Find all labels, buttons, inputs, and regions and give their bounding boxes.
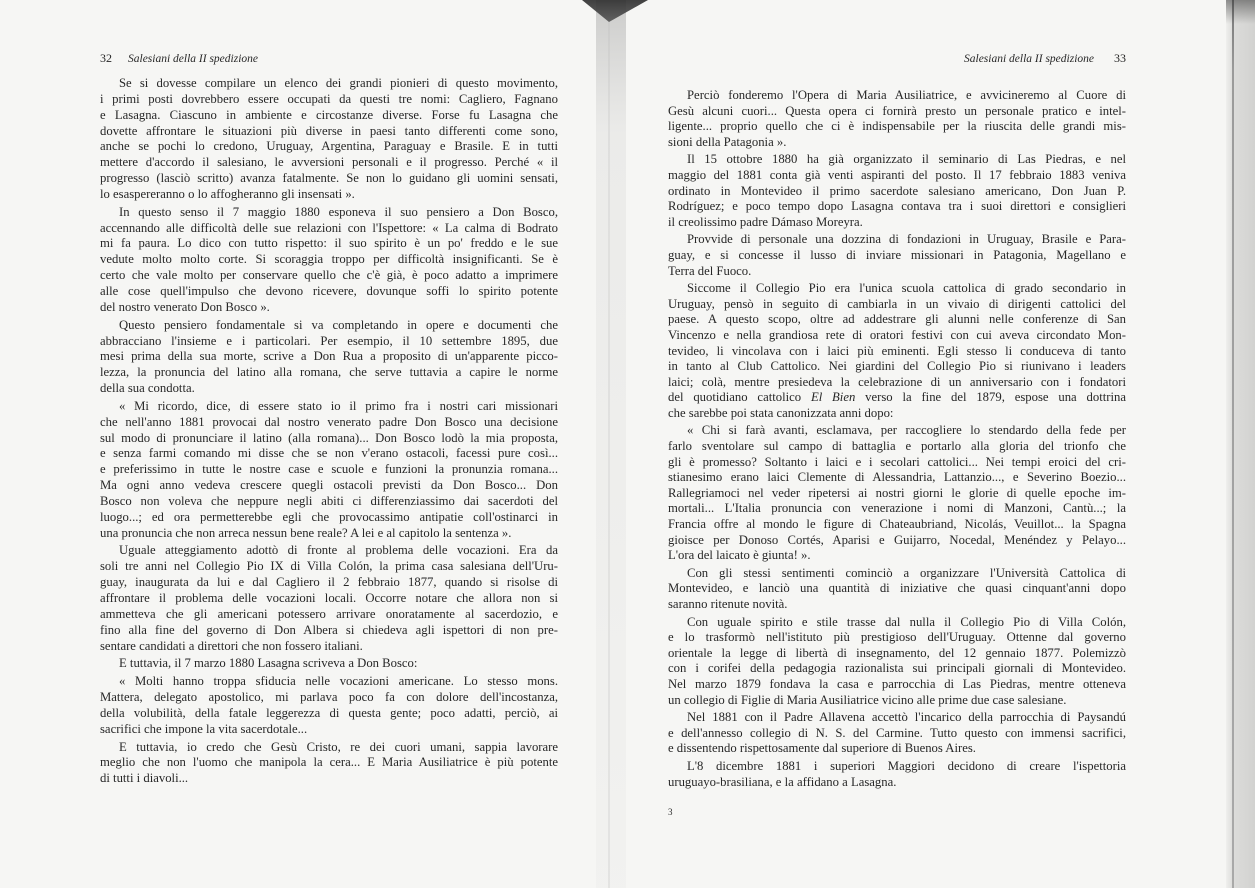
text-line: saranno ritenute novità. xyxy=(668,597,788,611)
paragraph xyxy=(100,399,558,542)
page-header xyxy=(100,51,558,65)
paragraph xyxy=(100,205,558,316)
text-line: Ma ogni anno vedeva crescere quegli ostacoli previsti da Don Bosco... Don xyxy=(100,478,558,493)
text-line: fino alla fine del governo di Don Albera si chiedeva agli ispettori di non pre- xyxy=(100,622,558,637)
text-line: stianesimo erano laici Clemente di Alessandria, Lattanzio..., e Severino Boezio... xyxy=(668,470,1126,485)
left-page xyxy=(100,0,558,888)
text-line: e preferissimo in tutte le nostre case e scuole e funzioni la pronunzia romana... xyxy=(100,462,558,477)
paragraph xyxy=(668,759,1126,790)
text-line: di tutti i diavoli... xyxy=(100,771,189,786)
text-line: Perciò fonderemo l'Opera di Maria Ausiliatrice, e avvicineremo al Cuore di xyxy=(687,88,1126,102)
paragraph xyxy=(668,566,1126,613)
paragraph xyxy=(100,76,558,203)
text-line: mortali... L'Italia pronuncia con venerazione i nomi di Manzoni, Cantù...; la xyxy=(668,501,1126,516)
text-line: i primi posti dovrebbero essere occupati da questi tre nomi: Cagliero, Fagnano xyxy=(100,91,558,106)
text-line: progresso (lasciò scritto) avanza fatalmente. Se non lo guidano gli uomini sensati, xyxy=(100,171,558,186)
text-line: gioisce per Donoso Cortés, Aparisi e Guijarro, Nocedal, Menéndez y Pelayo... xyxy=(668,532,1126,547)
signature-mark: 3 xyxy=(668,807,673,817)
text-line: e dell'annesso collegio di N. S. del Carmine. Tutto questo con immensi sacrifici, xyxy=(668,725,1126,740)
text-line: lezza, la pronuncia del latino alla romana, che serve tuttavia a capire le norme xyxy=(100,365,558,380)
text-line: Montevideo, e lanciò una quantità di iniziative che quasi cinquant'anni dopo xyxy=(668,581,1126,596)
text-line: certo che vale molto per conservare quello che c'è già, è poco adatto a imprimere xyxy=(100,268,558,283)
page-body xyxy=(100,76,558,789)
text-line: ammetteva che gli americani potessero arrivare onoratamente al sacerdozio, e xyxy=(100,606,558,621)
text-line: e Lasagna. Ciascuno in ambiente e circostanze diverse. Forse fu Lasagna che xyxy=(100,107,558,122)
text-line: E tuttavia, io credo che Gesù Cristo, re dei cuori umani, sappia lavorare xyxy=(119,739,558,754)
text-line: mesi prima della sua morte, scrive a Don Rua a proposito di un'apparente picco- xyxy=(100,349,558,364)
text-line xyxy=(668,390,1126,406)
text-line: sioni della Patagonia ». xyxy=(668,134,787,149)
text-line: Uruguay, pensò in seguito di cambiarla in un vivaio di dirigenti cattolici del xyxy=(668,296,1126,311)
paragraph xyxy=(668,232,1126,279)
text-line: orientale la legge di libertà di insegnamento, del 12 gennaio 1877. Polemizzò xyxy=(668,645,1126,660)
text-segment: verso la fine del 1879, espose una dottrina xyxy=(855,390,1126,405)
paragraph xyxy=(100,318,558,397)
text-line: maggio del 1881 conta già venti aspiranti del posto. Il 17 febbraio 1883 veniva xyxy=(668,167,1126,182)
text-line: farlo sventolare sul campo di battaglia e portarlo alla gloria del trionfo che xyxy=(668,439,1126,454)
text-segment: del quotidiano cattolico xyxy=(668,390,811,405)
text-line: ligente... proprio quello che ci è indispensabile per la riuscita delle grandi mis- xyxy=(668,119,1126,134)
text-line: Nel marzo 1879 fondava la casa e parrocchia di Las Piedras, mentre otteneva xyxy=(668,676,1126,691)
text-line: ordinato in Montevideo il primo sacerdote salesiano americano, Don Juan P. xyxy=(668,183,1126,198)
paragraph xyxy=(100,543,558,654)
text-line: sacrifici che impone la vita sacerdotale... xyxy=(100,721,308,736)
paragraph xyxy=(668,423,1126,563)
paragraph xyxy=(668,152,1126,230)
page-number: 33 xyxy=(1114,51,1126,65)
scan-edge xyxy=(1226,0,1255,888)
paragraph xyxy=(668,88,1126,150)
text-line: sentare candidati a direttori che non fossero italiani. xyxy=(100,638,363,653)
text-line: che nell'anno 1881 provocai dal nostro venerato padre Don Bosco una decisione xyxy=(100,414,558,429)
scan-edge-line xyxy=(1232,0,1234,888)
page-header xyxy=(668,51,1126,65)
text-line: e dissentendo rispettosamente dal superiore di Buenos Aires. xyxy=(668,741,976,756)
text-line: affrontare il problema delle vocazioni locali. Occorre notare che allora non si xyxy=(100,591,558,605)
text-line: Questo pensiero fondamentale si va completando in opere e documenti che xyxy=(119,317,558,332)
text-line: sul modo di pronunciare il latino (alla romana)... Don Bosco lodò la mia proposta, xyxy=(100,430,558,445)
text-line: alle cose quell'impulso che devono ricevere, dovunque soffi lo spirito potente xyxy=(100,283,558,298)
text-line: con i corifei della pedagogia razionalista sui principali giornali di Montevideo. xyxy=(668,661,1126,676)
page-number: 32 xyxy=(100,51,112,65)
text-line: « Mi ricordo, dice, di essere stato io il primo fra i nostri cari missionari xyxy=(119,398,558,413)
text-line: « Chi si farà avanti, esclamava, per raccogliere lo stendardo della fede per xyxy=(687,423,1126,438)
text-line: L'8 dicembre 1881 i superiori Maggiori decidono di creare l'ispettoria xyxy=(687,758,1126,773)
page-body xyxy=(668,88,1126,792)
text-line: il creolissimo padre Dámaso Moreyra. xyxy=(668,214,863,229)
text-line: guay, inaugurata da lui e dal Cagliero il 2 febbraio 1877, quando si risolse di xyxy=(100,575,558,590)
text-line: del nostro venerato Don Bosco ». xyxy=(100,299,270,314)
text-line: della sua condotta. xyxy=(100,381,195,396)
text-line: L'ora del laicato è giunta! ». xyxy=(668,548,811,563)
running-head: Salesiani della II spedizione xyxy=(128,53,258,65)
text-line: Gesù alcuni cuori... Questa opera ci fornirà presto un personale pratico e intel- xyxy=(668,103,1126,118)
text-line: luogo...; ed ora permetterebbe egli che provocassimo antipatie coll'ostinarci in xyxy=(100,509,558,524)
right-page xyxy=(668,0,1126,888)
paragraph xyxy=(100,674,558,737)
text-line: mettere d'accordo il salesiano, le avversioni personali e il progresso. Perché « il xyxy=(100,155,558,170)
text-line: della volubilità, della fatale leggerezza di questa gente; poco adatti, perciò, ai xyxy=(100,705,558,720)
paragraph xyxy=(100,740,558,788)
paragraph xyxy=(668,281,1126,421)
text-line: un collegio di Figlie di Maria Ausiliatrice vicino alle prime due case salesiane. xyxy=(668,692,1067,707)
text-line: una pronuncia che non arreca nessun bene reale? A lei e al capitolo la sentenza ». xyxy=(100,525,512,540)
text-line: mi fa paura. Lo dico con tutto rispetto: il suo spirito è un po' freddo e le sue xyxy=(100,236,558,251)
text-line: Nel 1881 con il Padre Allavena accettò l'incarico della parrocchia di Paysandú xyxy=(687,710,1126,725)
text-line: laici; colà, mentre presiedeva la celebrazione di un anniversario con i fondatori xyxy=(668,374,1126,389)
text-line: dovette affrontare le situazioni più diverse in paesi tanto differenti come sono, xyxy=(100,123,558,138)
text-line: che sarebbe poi stata canonizzata anni dopo: xyxy=(668,405,894,420)
gutter-shadow xyxy=(560,0,660,888)
text-line: In questo senso il 7 maggio 1880 esponeva il suo pensiero a Don Bosco, xyxy=(119,204,558,219)
text-line: uruguayo-brasiliana, e la affidano a Lasagna. xyxy=(668,774,897,789)
text-line: Mattera, delegato apostolico, mi parlava poco fa con dolore dell'incostanza, xyxy=(100,690,558,705)
text-line: meglio che non l'uomo che manipola la cera... E Maria Ausiliatrice è più potente xyxy=(100,755,558,770)
text-line: gli è promesso? Soltanto i laici e i secolari cattolici... Nei tempi eroici del cri- xyxy=(668,454,1126,469)
text-line: Il 15 ottobre 1880 ha già organizzato il seminario di Las Piedras, e nel xyxy=(687,152,1126,167)
text-line: Se si dovesse compilare un elenco dei grandi pionieri di questo movimento, xyxy=(119,76,558,90)
text-line: soli tre anni nel Collegio Pio IX di Villa Colón, la prima casa salesiana dell'Uru- xyxy=(100,559,558,574)
running-head: Salesiani della II spedizione xyxy=(964,53,1094,65)
text-line: Rodríguez; e poco tempo dopo Lasagna contava tra i suoi direttori e consiglieri xyxy=(668,199,1126,214)
text-line: lo esaspereranno o lo affogheranno gli insensati ». xyxy=(100,186,355,201)
text-line: Uguale atteggiamento adottò di fronte al problema delle vocazioni. Era da xyxy=(119,543,558,558)
paragraph xyxy=(100,656,558,672)
text-line: in tanto al Club Cattolico. Nei giardini del Collegio Pio si riunivano i leaders xyxy=(668,359,1126,374)
text-line: guay, e si concesse il lusso di inviare missionari in Patagonia, Magellano e xyxy=(668,247,1126,262)
text-line: paese. A questo scopo, oltre ad addestrare gli alunni nelle conferenze di San xyxy=(668,312,1126,327)
text-line: e senza farmi comando mi disse che se non v'erano ostacoli, facessi pure così... xyxy=(100,446,558,461)
text-line: Terra del Fuoco. xyxy=(668,263,752,278)
text-line: accennando alle difficoltà delle sue relazioni con l'Ispettore: « La calma di Bodrato xyxy=(100,220,558,235)
text-line: vedute molto molto corte. Si scoraggia troppo per difficoltà insignificanti. Se è xyxy=(100,252,558,267)
text-line: Vincenzo e nella grandiosa rete di oratori festivi con cui aveva circondato Mon- xyxy=(668,327,1126,342)
text-line: Francia offre al mondo le figure di Chateaubriand, Nicolás, Veuillot... la Spagna xyxy=(668,517,1126,532)
text-line: tevideo, li vincolava con i laici più eminenti. Egli stesso li conduceva di tanto xyxy=(668,343,1126,358)
italic-title: El Bien xyxy=(810,390,856,405)
paragraph xyxy=(668,615,1126,709)
text-line: Con gli stessi sentimenti cominciò a organizzare l'Università Cattolica di xyxy=(687,565,1126,580)
text-line: e lo trasformò nell'istituto più prestigioso dell'Uruguay. Ottenne dal governo xyxy=(668,630,1126,645)
text-line: Con uguale spirito e stile trasse dal nulla il Collegio Pio di Villa Colón, xyxy=(687,614,1126,629)
text-line: Bosco non voleva che neppure negli abiti ci differenziassimo dai sacerdoti del xyxy=(100,493,558,508)
text-line: Siccome il Collegio Pio era l'unica scuola cattolica di grado secondario in xyxy=(687,281,1126,296)
text-line: Provvide di personale una dozzina di fondazioni in Uruguay, Brasile e Para- xyxy=(687,232,1126,247)
text-line: E tuttavia, il 7 marzo 1880 Lasagna scriveva a Don Bosco: xyxy=(119,656,418,671)
scan-edge-shadow xyxy=(1226,0,1255,24)
text-line: abbracciano l'insieme e i particolari. Per esempio, il 10 settembre 1895, due xyxy=(100,333,558,348)
paragraph xyxy=(668,710,1126,757)
text-line: « Molti hanno troppa sfiducia nelle vocazioni americane. Lo stesso mons. xyxy=(119,674,558,689)
text-line: anche se pochi lo credono, Uruguay, Argentina, Paraguay e Brasile. E in tutti xyxy=(100,139,558,154)
text-line: Rallegriamoci nel veder ripetersi ai nostri giorni le glorie di quelle epoche im- xyxy=(668,485,1126,500)
